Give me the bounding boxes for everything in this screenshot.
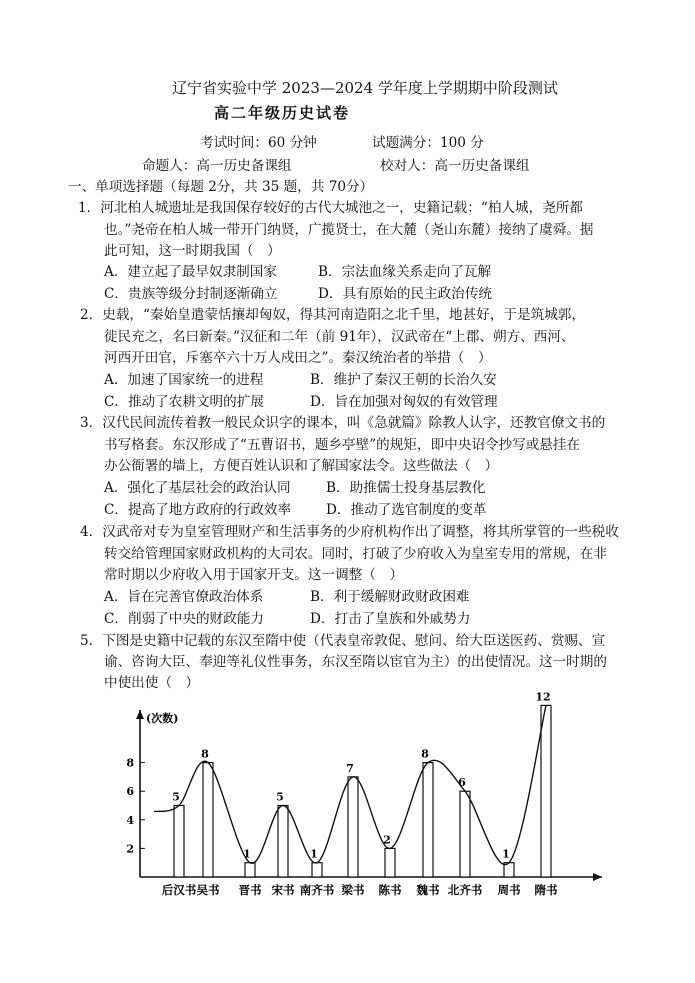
question-1-option-c[interactable]: C．贵族等级分封制逐渐确立	[104, 286, 278, 302]
question-3-line-1: 3．汉代民间流传着教一般民众识字的课本，叫《急就篇》除教人认字，还教官僚文书的	[80, 415, 606, 431]
bar	[174, 806, 184, 878]
question-3-option-a[interactable]: A．强化了基层社会的政治认同	[104, 480, 291, 496]
y-tick-label: 4	[126, 813, 134, 827]
bar	[460, 791, 470, 877]
bar-value-label: 1	[243, 847, 251, 861]
category-label: 周书	[497, 883, 521, 897]
question-1-option-b[interactable]: B．宗法血缘关系走向了瓦解	[318, 264, 492, 280]
question-3-line-2: 书写格套。东汉形成了“五曹诏书，题乡亭壁”的规矩，即中央诏令抄写或悬挂在	[104, 437, 581, 453]
question-2-option-c[interactable]: C．推动了农耕文明的扩展	[104, 394, 264, 410]
category-label: 陈书	[378, 883, 402, 897]
question-4-option-d[interactable]: D．打击了皇族和外戚势力	[310, 611, 471, 627]
bar	[278, 806, 288, 878]
exam-time: 考试时间：60 分钟	[200, 135, 317, 151]
exam-subtitle: 高二年级历史试卷	[214, 104, 351, 122]
bar	[245, 863, 255, 877]
bar-value-label: 8	[421, 747, 429, 761]
bar-value-label: 1	[502, 847, 510, 861]
question-1-line-3: 此可知，这一时期我国（ ）	[104, 243, 281, 259]
category-label: 梁书	[341, 883, 365, 897]
question-1-option-a[interactable]: A．建立起了最早奴隶制国家	[104, 264, 277, 280]
question-2-line-2: 徙民充之，名曰新秦。”汉征和二年（前 91年），汉武帝在“上郡、朔方、西河、	[104, 329, 575, 345]
question-4-option-b[interactable]: B．利于缓解财政财政困难	[310, 589, 470, 605]
category-label: 南齐书	[299, 883, 335, 897]
question-4-line-1: 4．汉武帝对专为皇室管理财产和生活事务的少府机构作出了调整，将其所掌管的一些税收	[80, 524, 619, 540]
bar	[385, 848, 395, 877]
bar-value-label: 5	[276, 790, 284, 804]
section-title: 一、单项选择题（每题 2分，共 35 题，共 70分）	[68, 179, 374, 195]
bar-value-label: 6	[458, 776, 466, 790]
question-4-line-3: 常时期以少府收入用于国家开支。这一调整（ ）	[104, 567, 404, 583]
question-5-line-2: 谕、咨询大臣、奉迎等礼仪性事务，东汉至隋以宦官为主）的出使情况。这一时期的	[104, 654, 607, 670]
bar	[423, 763, 433, 877]
bar	[541, 705, 551, 877]
category-label: 后汉书	[161, 883, 197, 897]
y-axis-label: (次数)	[146, 712, 179, 725]
category-label: 魏书	[416, 883, 440, 897]
bar-value-label: 8	[201, 747, 209, 761]
bar-value-label: 7	[346, 761, 354, 775]
question-1-line-1: 1．河北柏人城遗址是我国保存较好的古代大城池之一，史籍记载：“柏人城，尧所都	[78, 200, 583, 216]
question-4-option-c[interactable]: C．削弱了中央的财政能力	[104, 611, 264, 627]
question-1-option-d[interactable]: D．具有原始的民主政治传统	[318, 286, 493, 302]
bar	[348, 777, 358, 877]
category-label: 晋书	[238, 883, 262, 897]
question-2-line-1: 2．史载，“秦始皇遣蒙恬攘却匈奴，得其河南造阳之北千里，地甚好，于是筑城郭，	[80, 307, 585, 323]
bar	[312, 863, 322, 877]
question-3-line-3: 办公衙署的墙上，方便百姓认识和了解国家法令。这些做法（ ）	[104, 458, 499, 474]
question-5-line-1: 5．下图是史籍中记载的东汉至隋中使（代表皇帝敦促、慰问、给大臣送医药、赏赐、宣	[80, 633, 606, 649]
question-4-line-2: 转交给管理国家财政机构的大司农。同时，打破了少府收入为皇室专用的常规，在非	[104, 546, 607, 562]
bar	[203, 763, 213, 877]
exam-score: 试题满分：100 分	[372, 135, 484, 151]
bar-value-label: 2	[383, 833, 391, 847]
question-3-option-b[interactable]: B．助推儒士投身基层教化	[326, 480, 486, 496]
x-axis-arrow	[593, 873, 602, 881]
question-5-line-3: 中使出使（ ）	[104, 675, 200, 691]
category-label: 宋书	[271, 883, 295, 897]
exam-author: 命题人：高一历史备课组	[142, 158, 292, 174]
y-tick-label: 6	[126, 785, 134, 799]
question-2-line-3: 河西开田官，斥塞卒六十万人戍田之”。秦汉统治者的举措（ ）	[104, 350, 492, 366]
bar-value-label: 12	[535, 690, 551, 704]
mission-count-chart	[0, 690, 695, 930]
bar-value-label: 1	[310, 847, 318, 861]
question-3-option-c[interactable]: C．提高了地方政府的行政效率	[104, 502, 292, 518]
category-label: 北齐书	[447, 883, 483, 897]
y-tick-label: 8	[126, 756, 134, 770]
question-4-option-a[interactable]: A．旨在完善官僚政治体系	[104, 589, 264, 605]
category-label: 隋书	[534, 883, 558, 897]
question-2-option-d[interactable]: D．旨在加强对匈奴的有效管理	[310, 394, 498, 410]
question-3-option-d[interactable]: D．推动了选官制度的变革	[326, 502, 487, 518]
exam-title: 辽宁省实验中学 2023—2024 学年度上学期期中阶段测试	[172, 79, 558, 97]
question-2-option-b[interactable]: B．维护了秦汉王朝的长治久安	[310, 372, 497, 388]
y-tick-label: 2	[126, 842, 134, 856]
question-2-option-a[interactable]: A．加速了国家统一的进程	[104, 372, 264, 388]
question-1-line-2: 也。”尧帝在柏人城一带开门纳贤，广揽贤士，在大麓（尧山东麓）接纳了虞舜。据	[104, 222, 594, 238]
y-axis-arrow	[136, 710, 144, 719]
category-label: 吴书	[196, 883, 220, 897]
exam-checker: 校对人：高一历史备课组	[380, 158, 530, 174]
bar-value-label: 5	[172, 790, 180, 804]
